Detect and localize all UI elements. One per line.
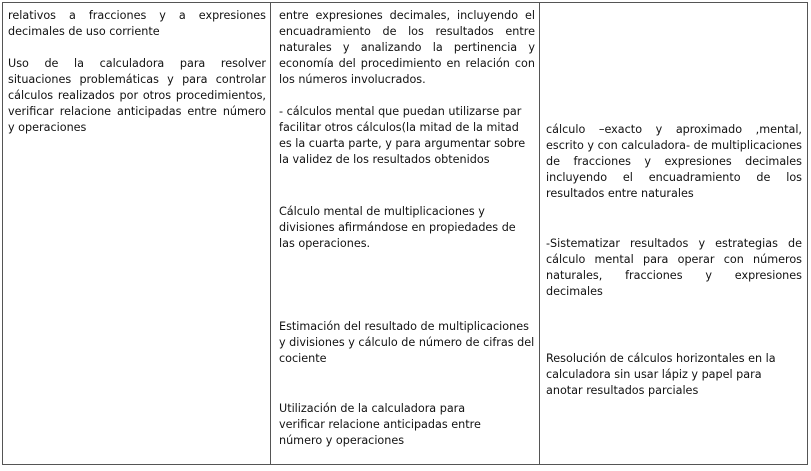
col2-paragraph-1: entre expresiones decimales, incluyendo el encuadramiento de los resultados entre naturales y analizando la pertinencia y economía del procedimiento en relación con los números involucrados. xyxy=(279,9,535,86)
curriculum-table xyxy=(2,2,808,465)
col3-paragraph-1: cálculo –exacto y aproximado ,mental, escrito y con calculadora- de multiplicaciones de fracciones y expresiones decimales incluyendo el encuadramiento de los resultados entre naturales xyxy=(546,123,802,200)
col2-paragraph-4: Estimación del resultado de multiplicaciones y divisiones y cálculo de número de cifras del cociente xyxy=(279,320,535,365)
table-cell-column-2 xyxy=(271,3,539,464)
col3-paragraph-3: Resolución de cálculos horizontales en la calculadora sin usar lápiz y papel para anotar resultados parciales xyxy=(546,352,776,397)
col2-paragraph-2: - cálculos mental que puedan utilizarse par facilitar otros cálculos(la mitad de la mitad es la cuarta parte, y para argumentar sobre la validez de los resultados obtenidos xyxy=(279,105,526,166)
col2-paragraph-3: Cálculo mental de multiplicaciones y divisiones afirmándose en propiedades de las operaciones. xyxy=(279,205,516,250)
table-cell-column-1 xyxy=(3,3,270,464)
col3-paragraph-2: -Sistematizar resultados y estrategias de cálculo mental para operar con números naturales, fracciones y expresiones decimales xyxy=(546,237,802,298)
table-cell-column-3 xyxy=(540,3,807,464)
col2-paragraph-5: Utilización de la calculadora para verificar relacione anticipadas entre número y operaciones xyxy=(279,402,481,447)
col1-paragraph-1: relativos a fracciones y a expresiones decimales de uso corriente xyxy=(8,9,266,38)
col1-paragraph-2: Uso de la calculadora para resolver situaciones problemáticas y para controlar cálculos realizados por otros procedimientos, verificar relacione anticipadas entre número y operaciones xyxy=(8,57,266,134)
